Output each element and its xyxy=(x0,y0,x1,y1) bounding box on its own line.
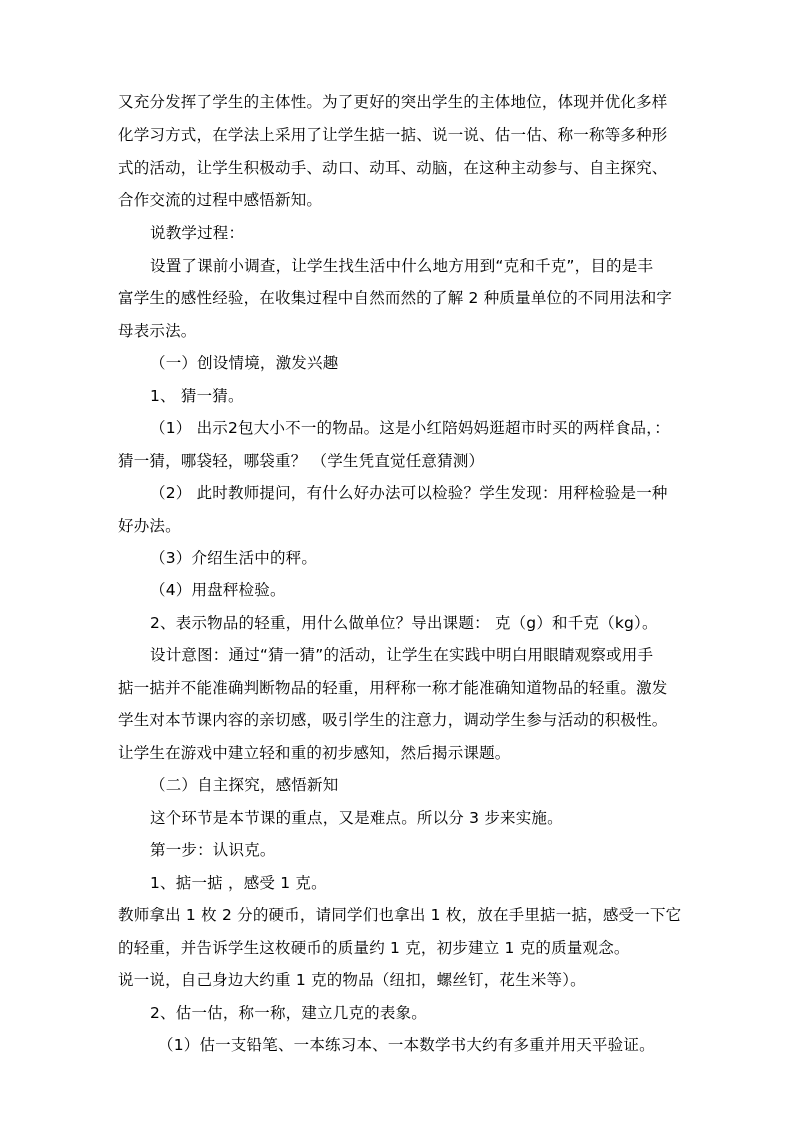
text-line-14: 好办法。 xyxy=(118,517,181,535)
text-line-29: 2、估一估，称一称，建立几克的表象。 xyxy=(150,1004,427,1022)
text-line-19: 掂一掂并不能准确判断物品的轻重，用秤称一称才能准确知道物品的轻重。激发 xyxy=(118,679,668,697)
text-line-16: （4）用盘秤检验。 xyxy=(150,581,286,599)
section-heading-1: （一）创设情境，激发兴趣 xyxy=(150,354,339,372)
text-line-17: 2、表示物品的轻重，用什么做单位？导出课题： 克（g）和千克（kg）。 xyxy=(150,614,658,632)
section-heading-2: （二）自主探究，感悟新知 xyxy=(150,776,339,794)
text-line-30: （1）估一支铅笔、一本练习本、一本数学书大约有多重并用天平验证。 xyxy=(158,1036,655,1054)
text-line-1: 又充分发挥了学生的主体性。为了更好的突出学生的主体地位，体现并优化多样 xyxy=(118,93,668,111)
text-line-13: （2） 此时教师提问，有什么好办法可以检验？学生发现：用秤检验是一种 xyxy=(150,484,668,502)
text-line-18: 设计意图：通过“猜一猜”的活动，让学生在实践中明白用眼睛观察或用手 xyxy=(150,646,654,664)
text-line-12: 猜一猜，哪袋轻，哪袋重？ （学生凭直觉任意猜测） xyxy=(118,452,485,470)
text-line-5: 说教学过程： xyxy=(150,224,245,242)
text-line-7: 富学生的感性经验，在收集过程中自然而然的了解 2 种质量单位的不同用法和字 xyxy=(118,289,673,307)
text-line-25: 1、掂一掂 ，感受 1 克。 xyxy=(150,874,327,892)
text-line-24: 第一步：认识克。 xyxy=(150,841,276,859)
text-line-2: 化学习方式，在学法上采用了让学生掂一掂、说一说、估一估、称一称等多种形 xyxy=(118,126,668,144)
text-line-15: （3）介绍生活中的秤。 xyxy=(150,549,318,567)
text-line-27: 的轻重，并告诉学生这枚硬币的质量约 1 克，初步建立 1 克的质量观念。 xyxy=(118,939,630,957)
text-line-20: 学生对本节课内容的亲切感，吸引学生的注意力，调动学生参与活动的积极性。 xyxy=(118,711,668,729)
text-line-23: 这个环节是本节课的重点，又是难点。所以分 3 步来实施。 xyxy=(150,809,563,827)
text-line-6: 设置了课前小调查，让学生找生活中什么地方用到“克和千克”，目的是丰 xyxy=(150,257,654,275)
text-line-3: 式的活动，让学生积极动手、动口、动耳、动脑，在这种主动参与、自主探究、 xyxy=(118,159,668,177)
text-line-21: 让学生在游戏中建立轻和重的初步感知，然后揭示课题。 xyxy=(118,744,511,762)
text-line-10: 1、 猜一猜。 xyxy=(150,387,244,405)
text-line-26: 教师拿出 1 枚 2 分的硬币，请同学们也拿出 1 枚，放在手里掂一掂，感受一下它 xyxy=(118,906,682,924)
text-line-11: （1） 出示2包大小不一的物品。这是小红陪妈妈逛超市时买的两样食品，： xyxy=(150,419,670,437)
text-line-8: 母表示法。 xyxy=(118,322,197,340)
text-line-28: 说一说，自己身边大约重 1 克的物品（纽扣，螺丝钉，花生米等）。 xyxy=(118,971,586,989)
text-line-4: 合作交流的过程中感悟新知。 xyxy=(118,191,323,209)
